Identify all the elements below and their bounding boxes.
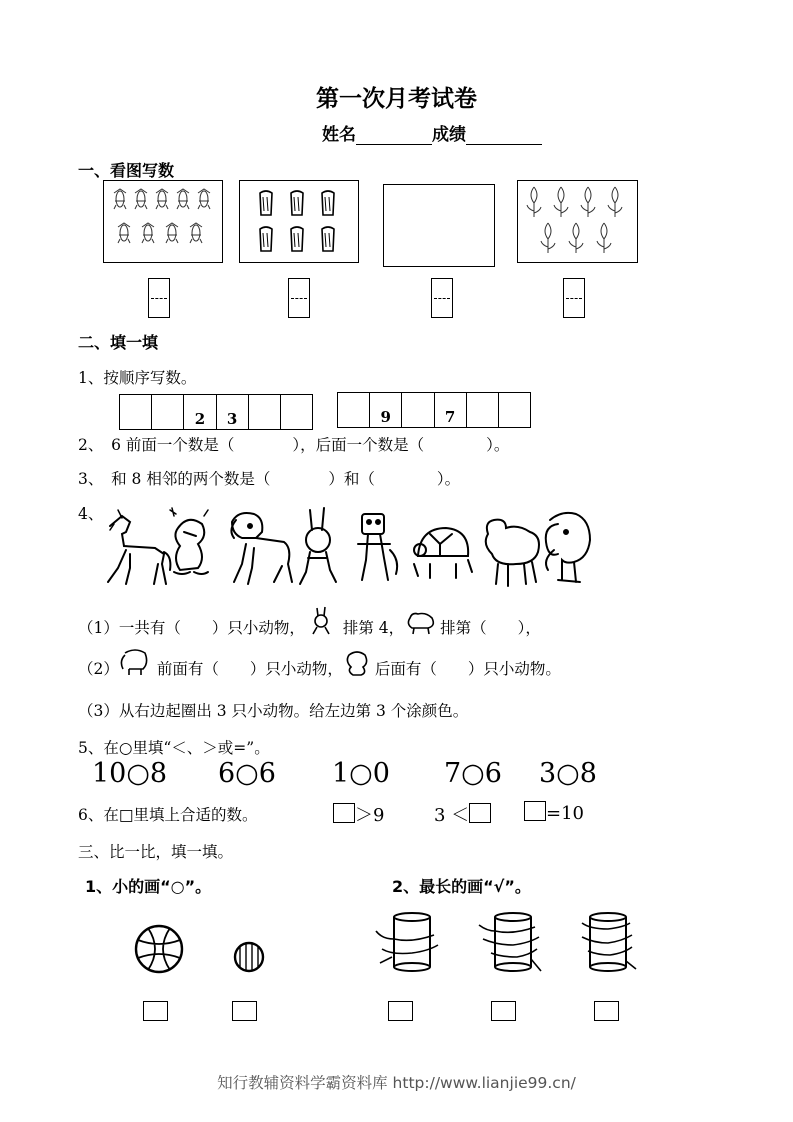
q5-text: 5、在○里填“＜、＞或=”。	[78, 739, 270, 757]
q2-part-b: ），后面一个数是（	[292, 436, 425, 454]
q1-text: 1、按顺序写数。	[78, 369, 197, 387]
eraser-pictures	[240, 181, 357, 261]
sequence-row-2	[337, 392, 531, 428]
section1-heading: 一、看图写数	[78, 161, 175, 180]
page-title: 第一次月考试卷	[316, 86, 477, 112]
sequence-cell[interactable]	[402, 393, 434, 427]
answer-box-spool-1[interactable]	[388, 1001, 413, 1021]
elephant-small-icon	[119, 655, 157, 673]
section3-heading: 三、比一比，填一填。	[78, 843, 234, 861]
sequence-cell[interactable]	[467, 393, 499, 427]
rabbit-small-icon	[305, 614, 343, 632]
name-blank[interactable]	[356, 126, 432, 145]
sequence-cell: 7	[435, 393, 467, 427]
name-score-line	[322, 120, 542, 145]
sequence-cell[interactable]	[338, 393, 370, 427]
compare-item[interactable]: 3○8	[539, 758, 597, 789]
sequence-cell[interactable]	[499, 393, 530, 427]
picture-box-erasers	[239, 180, 359, 263]
q6-text: 6、在□里填上合适的数。	[78, 806, 258, 824]
q6-c-text: =10	[546, 803, 584, 824]
sequence-cell[interactable]	[281, 395, 312, 429]
balls	[132, 922, 272, 978]
q4-3-line: （3）从右边起圈出 3 只小动物。给左边第 3 个涂颜色。	[78, 702, 469, 720]
q3-text	[78, 467, 460, 489]
q6-b-text: 3 ＜	[434, 805, 470, 826]
q4-1-part-c: 排第（ ），	[440, 619, 541, 637]
turtle-icon	[414, 528, 472, 578]
footer-watermark: 知行教辅资料学霸资料库 http://www.lianjie99.cn/	[217, 1074, 576, 1092]
q4-1-part-b: 排第 4，	[342, 619, 405, 637]
q6-a-text: ＞9	[355, 805, 385, 826]
cat-icon	[358, 514, 397, 580]
q4-2-line	[78, 655, 561, 679]
compare-item[interactable]: 7○6	[444, 758, 502, 789]
q3-part-a: 3、 和 8 相邻的两个数是（	[78, 470, 271, 488]
picture-box-lobsters	[103, 180, 223, 263]
dog-icon	[231, 513, 292, 584]
sequence-row-1	[119, 394, 313, 430]
q6-box-1[interactable]	[333, 803, 355, 823]
compare-item[interactable]: 1○0	[332, 758, 390, 789]
answer-box-empty[interactable]	[431, 278, 453, 318]
score-blank[interactable]	[466, 126, 542, 145]
section3-sub1: 1、小的画“○”。	[85, 877, 212, 896]
spool-icon-2	[479, 913, 541, 971]
sequence-cell: 9	[370, 393, 402, 427]
sequence-cell[interactable]	[120, 395, 152, 429]
rabbit-icon	[300, 508, 336, 584]
sequence-cell[interactable]	[152, 395, 184, 429]
compare-item[interactable]: 10○8	[92, 758, 168, 789]
answer-box-flowers[interactable]	[563, 278, 585, 318]
q6-item-3	[524, 801, 584, 824]
spool-icon-3	[582, 913, 636, 971]
spool-icon-1	[376, 913, 438, 971]
q4-2-part-c: 后面有（ ）只小动物。	[374, 660, 561, 678]
answer-box-big-ball[interactable]	[143, 1001, 168, 1021]
flower-pictures	[518, 181, 636, 261]
section2-heading: 二、填一填	[78, 333, 159, 352]
q4-2-part-a: （2）	[78, 660, 119, 678]
section3-sub2: 2、最长的画“√”。	[392, 877, 531, 896]
q6-item-2	[434, 801, 491, 827]
answer-box-spool-3[interactable]	[594, 1001, 619, 1021]
compare-item[interactable]: 6○6	[218, 758, 276, 789]
q4-2-part-b: 前面有（ ）只小动物，	[156, 660, 343, 678]
small-ball-icon	[235, 943, 263, 971]
q3-part-c: ）。	[436, 470, 461, 488]
q4-label: 4、	[78, 505, 104, 523]
picture-box-flowers	[517, 180, 638, 263]
frog-icon	[170, 508, 208, 574]
q4-1-part-a: （1）一共有（ ）只小动物，	[78, 619, 305, 637]
answer-box-small-ball[interactable]	[232, 1001, 257, 1021]
spools	[372, 909, 642, 979]
sheep-small-icon	[404, 616, 440, 634]
big-ball-icon	[136, 926, 182, 972]
q3-part-b: ）和（	[328, 470, 375, 488]
q2-text	[78, 433, 509, 455]
sequence-cell: 3	[217, 395, 249, 429]
picture-box-empty	[383, 184, 495, 267]
q4-1-line	[78, 614, 541, 638]
name-label: 姓名	[322, 125, 356, 145]
q6-box-2[interactable]	[469, 803, 491, 823]
answer-box-spool-2[interactable]	[491, 1001, 516, 1021]
q2-part-c: ）。	[486, 436, 510, 454]
lobster-pictures	[104, 181, 221, 261]
q2-part-a: 2、 6 前面一个数是（	[78, 436, 235, 454]
sequence-cell[interactable]	[249, 395, 281, 429]
frog-small-icon	[343, 655, 375, 673]
animals-row	[100, 506, 595, 592]
score-label: 成绩	[432, 125, 466, 145]
horse-icon	[108, 510, 170, 584]
elephant-icon	[546, 513, 590, 582]
q6-item-1	[333, 801, 384, 827]
answer-box-lobsters[interactable]	[148, 278, 170, 318]
q6-box-3[interactable]	[524, 801, 546, 821]
sheep-icon	[486, 520, 539, 586]
answer-box-erasers[interactable]	[288, 278, 310, 318]
sequence-cell: 2	[184, 395, 216, 429]
